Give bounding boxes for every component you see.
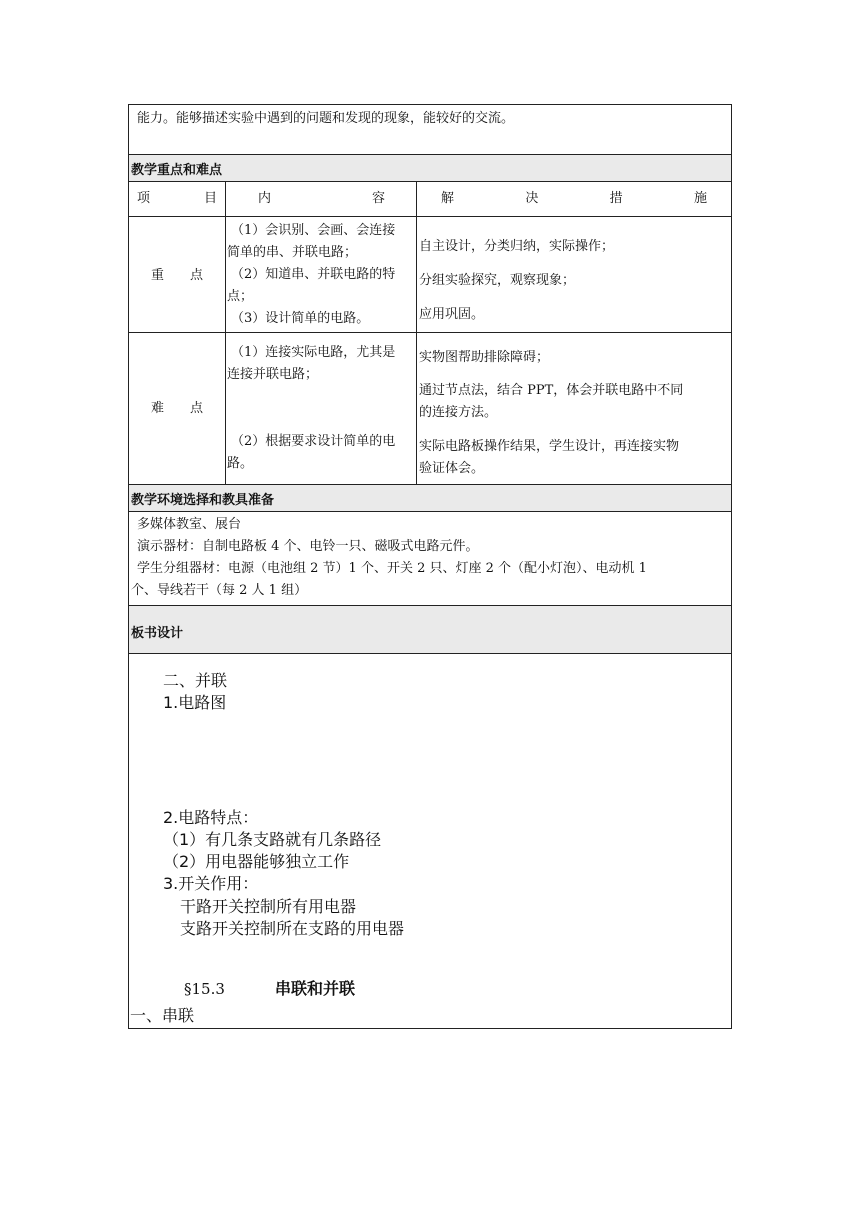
env-lines: 多媒体教室、展台 演示器材：自制电路板 4 个、电铃一只、磁吸式电路元件。 学生分组器材：电源（电池组 2 节）1 个、开关 2 只、灯座 2 个（配小灯泡）、电动机 1 个、导线若干（每 2 人 1 组） xyxy=(131,517,647,598)
key-solution-3: 应用巩固。 xyxy=(419,307,485,322)
key-points-label: 重 点 xyxy=(151,268,203,283)
table-border-bottom xyxy=(128,1028,732,1029)
difficult-solution-3: 实际电路板操作结果，学生设计，再连接实物 验证体会。 xyxy=(419,439,680,476)
table-border-left xyxy=(128,104,129,1029)
board-item-circuit-diagram: 1.电路图 xyxy=(163,693,227,712)
board-section-name: 串联和并联 xyxy=(275,979,356,998)
difficult-points-label: 难 点 xyxy=(151,401,203,416)
difficult-content-2: （2）根据要求设计简单的电 路。 xyxy=(227,434,396,471)
table-rule xyxy=(128,605,732,606)
env-section-title: 教学环境选择和教具准备 xyxy=(131,493,275,508)
table-column-rule xyxy=(416,181,417,484)
column-header-item: 项 目 xyxy=(137,191,217,206)
table-rule xyxy=(128,332,732,333)
difficult-solution-1: 实物图帮助排除障碍； xyxy=(419,350,550,365)
board-switch-2: 支路开关控制所在支路的用电器 xyxy=(180,919,405,938)
table-rule xyxy=(128,154,732,155)
column-header-solution: 解 决 措 施 xyxy=(441,191,707,206)
key-section-title: 教学重点和难点 xyxy=(131,163,223,178)
difficult-solution-2: 通过节点法，结合 PPT，体会并联电路中不同 的连接方法。 xyxy=(419,383,684,420)
board-feature-2: （2）用电器能够独立工作 xyxy=(163,852,350,871)
top-text: 能力。能够描述实验中遇到的问题和发现的现象，能较好的交流。 xyxy=(137,111,515,126)
key-points-content: （1）会识别、会画、会连接 简单的串、并联电路； （2）知道串、并联电路的特 点； （3）设计简单的电路。 xyxy=(227,223,396,326)
board-section-number: §15.3 xyxy=(184,980,225,998)
key-solution-1: 自主设计，分类归纳，实际操作； xyxy=(419,239,615,254)
table-border-top xyxy=(128,104,732,105)
board-section-title: 板书设计 xyxy=(131,626,184,641)
board-switch-1: 干路开关控制所有用电器 xyxy=(180,897,357,916)
board-section-header-bg xyxy=(129,606,731,653)
column-header-content: 内 容 xyxy=(258,191,385,206)
table-rule xyxy=(128,216,732,217)
table-rule xyxy=(128,511,732,512)
board-feature-1: （1）有几条支路就有几条路径 xyxy=(163,830,382,849)
board-heading-parallel: 二、并联 xyxy=(163,671,228,690)
difficult-content-1: （1）连接实际电路，尤其是 连接并联电路； xyxy=(227,345,396,382)
board-item-circuit-features: 2.电路特点： xyxy=(163,808,259,827)
table-border-right xyxy=(731,104,732,1029)
board-item-switch-role: 3.开关作用： xyxy=(163,874,259,893)
table-rule xyxy=(128,181,732,182)
table-rule xyxy=(128,484,732,485)
board-heading-series: 一、串联 xyxy=(130,1006,195,1025)
key-solution-2: 分组实验探究，观察现象； xyxy=(419,273,576,288)
table-column-rule xyxy=(225,181,226,484)
table-rule xyxy=(128,653,732,654)
